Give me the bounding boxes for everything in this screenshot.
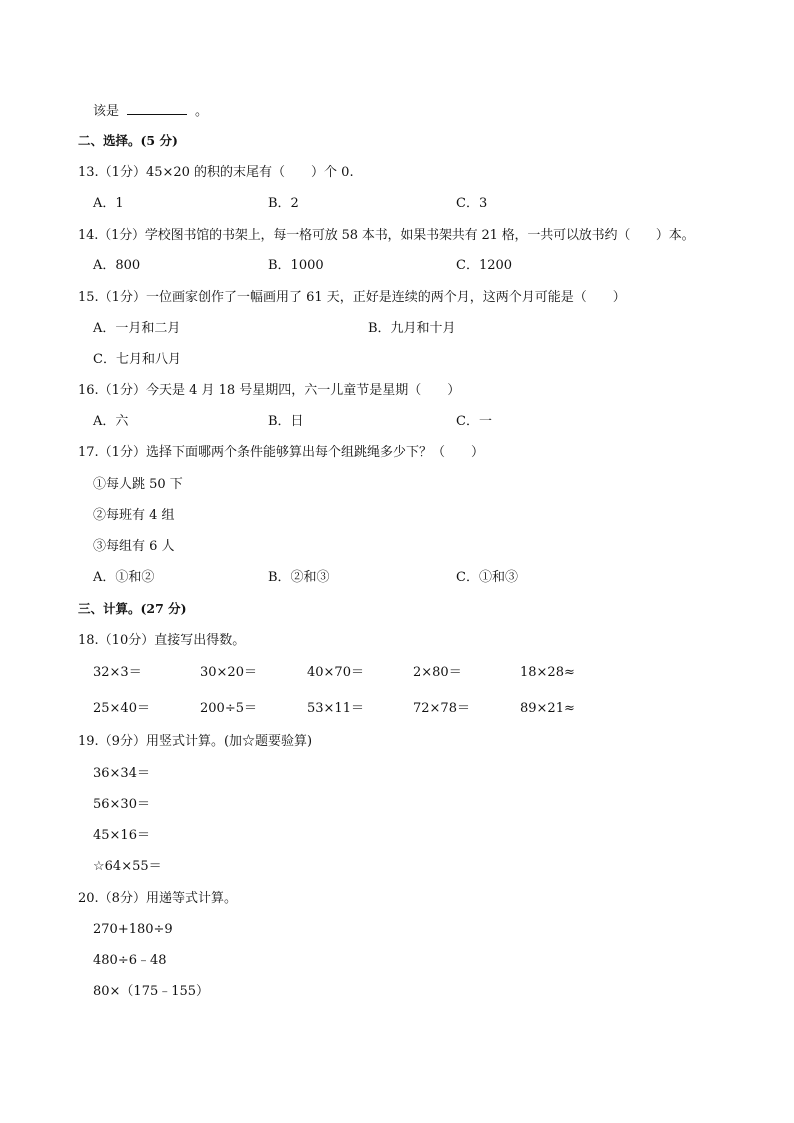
q20-item: 80×（175﹣155）: [93, 984, 210, 999]
q18-item: 2×80＝: [413, 665, 462, 680]
q15-option-c[interactable]: C．七月和八月: [93, 352, 181, 367]
q13-option-c[interactable]: C．3: [456, 196, 488, 211]
q12-end: 。: [195, 104, 209, 119]
q17-condition-1: ①每人跳 50 下: [93, 477, 183, 492]
q17-option-a[interactable]: A．①和②: [93, 570, 155, 585]
q14-option-b[interactable]: B．1000: [268, 258, 324, 273]
question-17-stem: 17.（1分）选择下面哪两个条件能够算出每个组跳绳多少下？（ ）: [78, 445, 484, 460]
answer-blank[interactable]: [127, 101, 187, 115]
question-18-stem: 18.（10分）直接写出得数。: [78, 633, 246, 648]
q17-option-b[interactable]: B．②和③: [268, 570, 330, 585]
q18-item: 32×3＝: [93, 665, 142, 680]
q12-text: 该是: [93, 104, 120, 119]
q19-item: 56×30＝: [93, 797, 150, 812]
question-13-stem: 13.（1分）45×20 的积的末尾有（ ）个 0.: [78, 165, 354, 180]
q15-option-b[interactable]: B．九月和十月: [368, 321, 456, 336]
q18-item: 53×11＝: [307, 701, 364, 716]
q19-item: 45×16＝: [93, 828, 150, 843]
q19-item: ☆64×55＝: [93, 859, 162, 874]
q17-condition-2: ②每班有 4 组: [93, 508, 175, 523]
q20-item: 270+180÷9: [93, 922, 173, 937]
q12-continuation: [93, 101, 208, 121]
q15-option-a[interactable]: A．一月和二月: [93, 321, 181, 336]
q19-item: 36×34＝: [93, 766, 150, 781]
q13-option-b[interactable]: B．2: [268, 196, 299, 211]
q16-option-c[interactable]: C．一: [456, 414, 492, 429]
q17-condition-3: ③每组有 6 人: [93, 539, 175, 554]
q18-item: 200÷5＝: [200, 701, 257, 716]
question-16-stem: 16.（1分）今天是 4 月 18 号星期四，六一儿童节是星期（ ）: [78, 383, 461, 398]
q18-item: 89×21≈: [520, 701, 575, 716]
q20-item: 480÷6﹣48: [93, 953, 167, 968]
section-heading-choice: 二、选择。(5 分): [78, 133, 178, 148]
q18-item: 30×20＝: [200, 665, 257, 680]
q18-item: 40×70＝: [307, 665, 364, 680]
q14-option-c[interactable]: C．1200: [456, 258, 513, 273]
q14-option-a[interactable]: A．800: [93, 258, 141, 273]
q17-option-c[interactable]: C．①和③: [456, 570, 518, 585]
q18-item: 18×28≈: [520, 665, 575, 680]
q18-item: 72×78＝: [413, 701, 470, 716]
question-19-stem: 19.（9分）用竖式计算。(加☆题要验算): [78, 734, 313, 749]
q18-item: 25×40＝: [93, 701, 150, 716]
section-heading-calculation: 三、计算。(27 分): [78, 601, 187, 616]
q13-option-a[interactable]: A．1: [93, 196, 124, 211]
question-15-stem: 15.（1分）一位画家创作了一幅画用了 61 天，正好是连续的两个月，这两个月可能是（ ）: [78, 290, 626, 305]
q16-option-a[interactable]: A．六: [93, 414, 129, 429]
q16-option-b[interactable]: B．日: [268, 414, 304, 429]
question-20-stem: 20.（8分）用递等式计算。: [78, 891, 237, 906]
question-14-stem: 14.（1分）学校图书馆的书架上，每一格可放 58 本书，如果书架共有 21 格，一共可以放书约（ ）本。: [78, 228, 695, 243]
